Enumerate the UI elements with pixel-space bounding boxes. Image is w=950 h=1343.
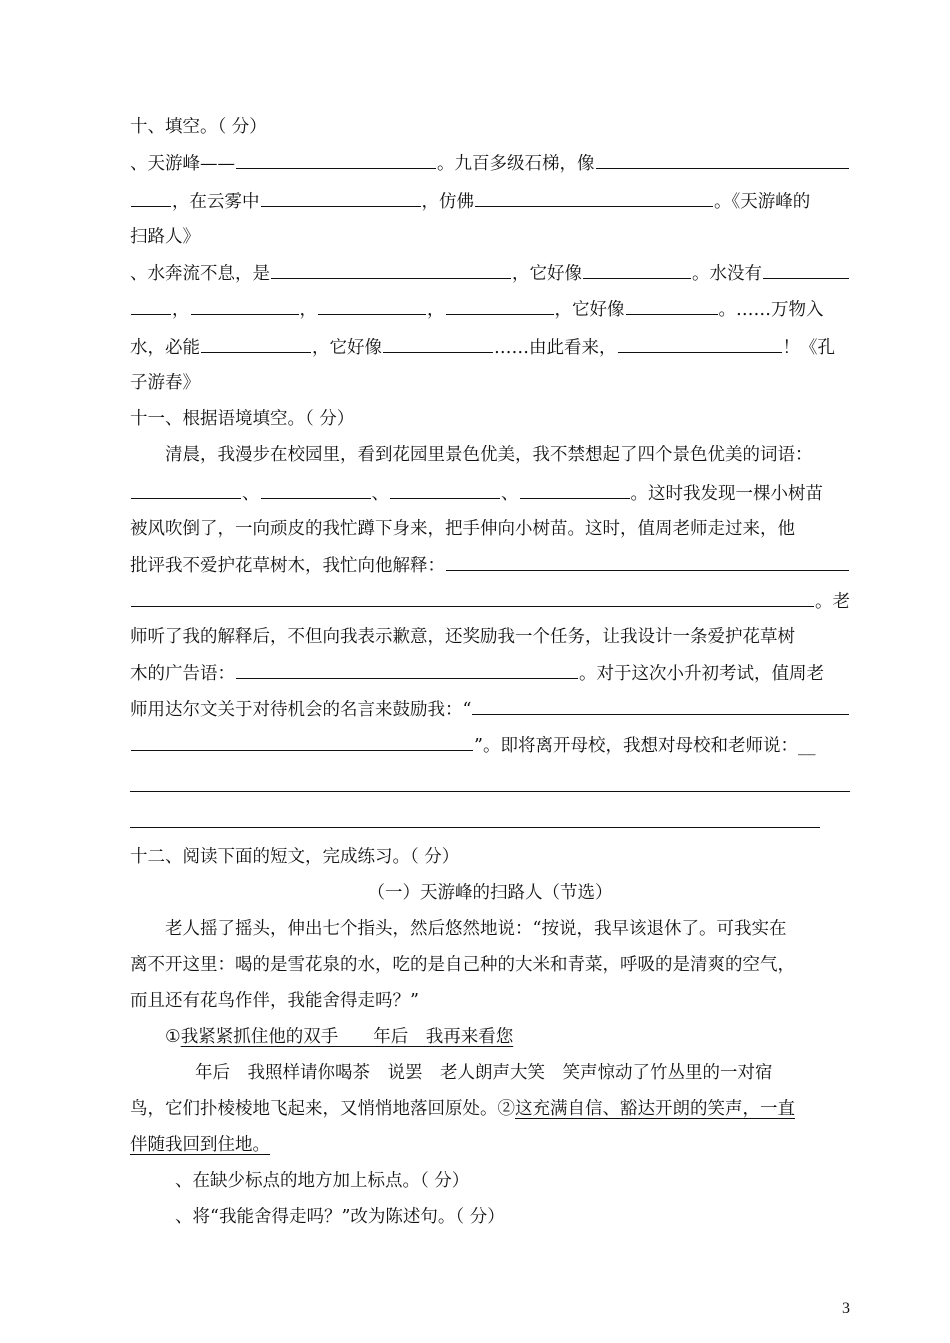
blank[interactable] <box>618 336 782 353</box>
blank[interactable] <box>520 482 630 499</box>
blank[interactable] <box>596 152 850 169</box>
blank[interactable] <box>583 262 691 279</box>
blank[interactable] <box>271 262 511 279</box>
section-12-title: 十二、阅读下面的短文，完成练习。（ 分） <box>130 847 460 867</box>
answer-line[interactable] <box>130 791 850 792</box>
blank[interactable] <box>131 590 814 607</box>
question-1: 、在缺少标点的地方加上标点。（ 分） <box>175 1171 470 1191</box>
s11-line5: 。老 <box>130 590 850 613</box>
s11-line3: 被风吹倒了，一向顽皮的我忙蹲下身来，把手伸向小树苗。这时，值周老师走过来，他 <box>130 519 795 539</box>
blank[interactable] <box>131 298 171 315</box>
s11-line4: 批评我不爱护花草树木，我忙向他解释： <box>130 554 850 577</box>
passage-sentence1: ① 我紧紧抓住他的双手 年后 我再来看您 <box>165 1027 514 1047</box>
blank[interactable] <box>131 482 241 499</box>
blank[interactable] <box>472 698 849 715</box>
blank[interactable] <box>390 482 500 499</box>
passage-para2-line2: 鸟，它们扑棱棱地飞起来，又悄悄地落回原处。② 这充满自信、豁达开朗的笑声，一直 <box>130 1099 795 1119</box>
blank[interactable] <box>475 190 713 207</box>
s11-line8: 师用达尔文关于对待机会的名言来鼓励我：“ <box>130 698 850 721</box>
s10-q2-line3: 水，必能 ，它好像 ……由此看来， ！《孔 <box>130 338 835 358</box>
s10-q1-line1: 、天游峰—— 。九百多级石梯，像 <box>130 152 850 175</box>
blank[interactable] <box>261 482 371 499</box>
blank[interactable] <box>446 298 554 315</box>
blank[interactable] <box>763 262 849 279</box>
blank[interactable] <box>626 298 718 315</box>
passage-para2-line1: 年后 我照样请你喝茶 说罢 老人朗声大笑 笑声惊动了竹丛里的一对宿 <box>195 1063 773 1083</box>
blank[interactable] <box>191 298 299 315</box>
blank[interactable] <box>236 662 578 679</box>
answer-line[interactable] <box>130 827 820 828</box>
blank[interactable] <box>131 734 473 751</box>
passage-para1-line2: 离不开这里：喝的是雪花泉的水，吃的是自己种的大米和青菜，呼吸的是清爽的空气， <box>130 955 795 975</box>
section-11-title: 十一、根据语境填空。（ 分） <box>130 409 355 429</box>
blank[interactable] <box>446 554 849 571</box>
s11-line1: 清晨，我漫步在校园里，看到花园里景色优美，我不禁想起了四个景色优美的词语： <box>165 445 813 465</box>
s11-line6: 师听了我的解释后，不但向我表示歉意，还奖励我一个任务，让我设计一条爱护花草树 <box>130 627 795 647</box>
s11-line9: ”。即将离开母校，我想对母校和老师说： __ <box>130 734 850 757</box>
s10-q2-line2: ， ， ， ，它好像 。……万物入 <box>130 298 850 321</box>
s10-q2-line1: 、水奔流不息，是 ，它好像 。水没有 <box>130 262 850 285</box>
s10-q1-line2: ，在云雾中 ，仿佛 。《天游峰的 <box>130 190 850 213</box>
blank[interactable] <box>236 152 436 169</box>
s10-q2-line4: 子游春》 <box>130 373 200 393</box>
passage-para1-line3: 而且还有花鸟作伴，我能舍得走吗？” <box>130 991 419 1011</box>
question-2: 、将“我能舍得走吗？”改为陈述句。（ 分） <box>175 1207 505 1227</box>
blank[interactable] <box>261 190 421 207</box>
section-10-title: 十、填空。（ 分） <box>130 117 267 137</box>
page-number: 3 <box>842 1300 850 1317</box>
blank[interactable] <box>318 298 426 315</box>
blank[interactable] <box>383 336 493 353</box>
s10-q1-line3: 扫路人》 <box>130 227 200 247</box>
passage-para2-line3: 伴随我回到住地。 <box>130 1135 270 1155</box>
blank[interactable] <box>201 336 311 353</box>
passage-title: （一）天游峰的扫路人（节选） <box>367 883 613 903</box>
blank[interactable] <box>131 190 171 207</box>
s11-line7: 木的广告语： 。对于这次小升初考试，值周老 <box>130 664 824 684</box>
s11-line2: 、 、 、 。这时我发现一棵小树苗 <box>130 482 850 505</box>
passage-para1-line1: 老人摇了摇头，伸出七个指头，然后悠然地说：“按说，我早该退休了。可我实在 <box>165 919 787 939</box>
